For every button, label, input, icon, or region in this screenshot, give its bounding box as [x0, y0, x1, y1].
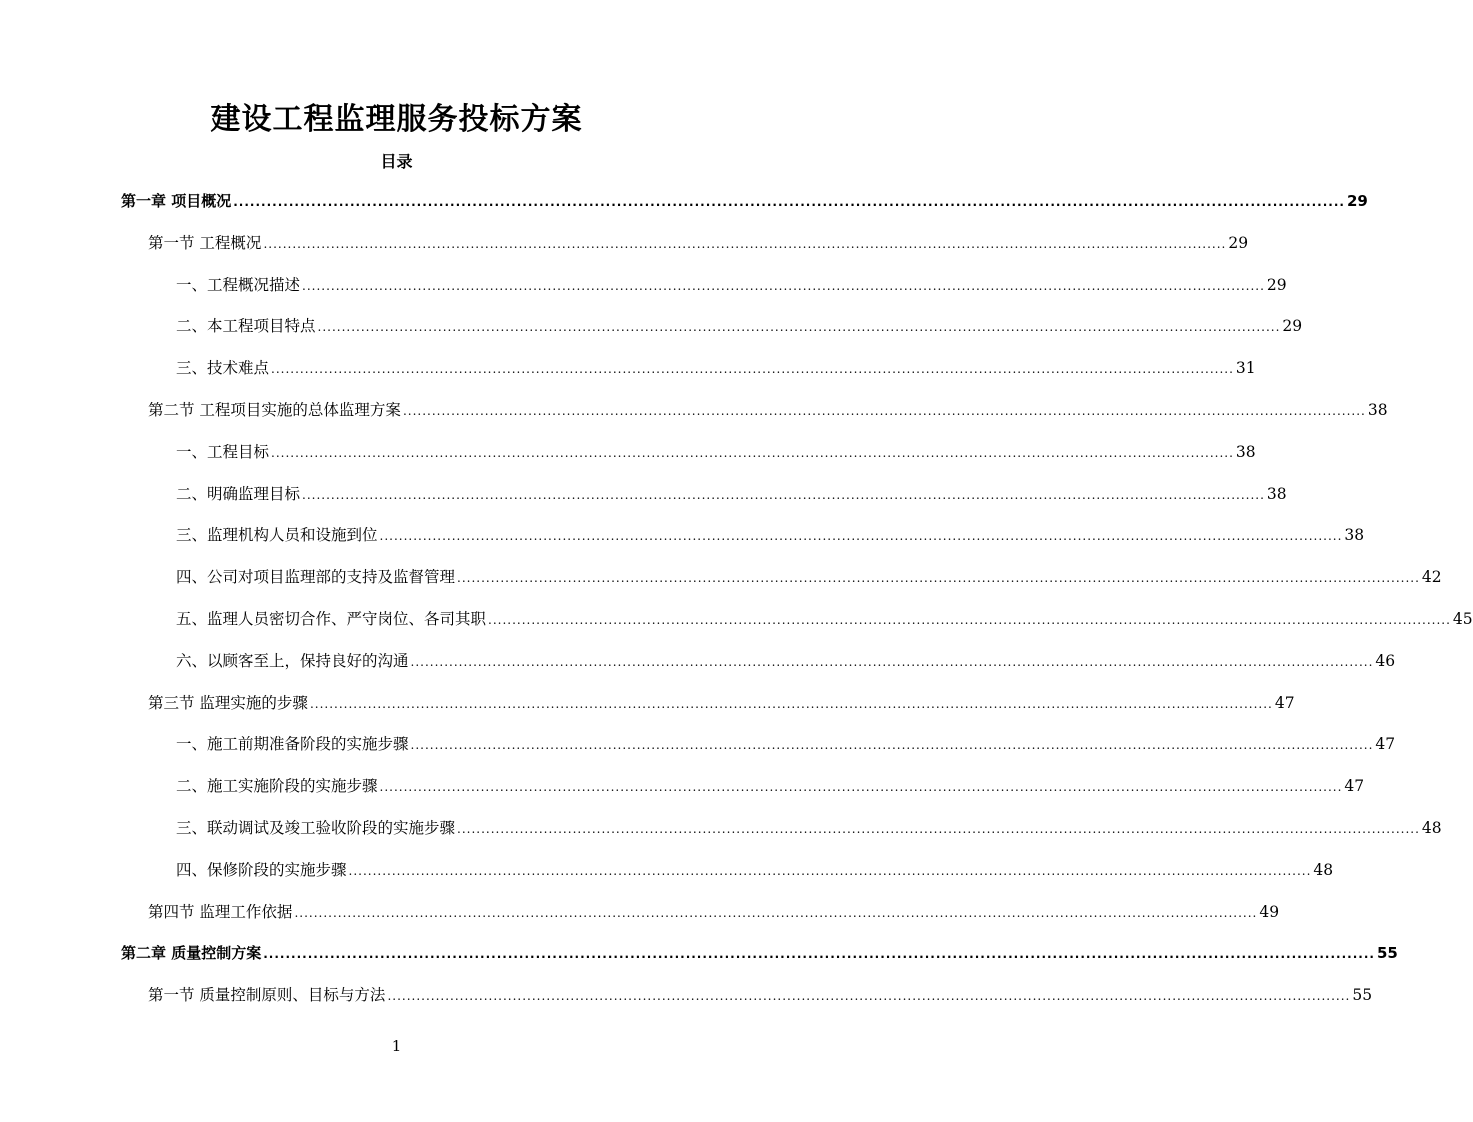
toc-entry-title: 第二章 质量控制方案: [121, 944, 262, 963]
toc-entry-title: 二、明确监理目标: [176, 484, 301, 503]
toc-dot-leader: ........................................................................................................................................................................................................: [387, 989, 1351, 1004]
toc-dot-leader: ........................................................................................................................................................................................................: [302, 487, 1265, 502]
toc-entry[interactable]: [176, 732, 1396, 756]
toc-dot-leader: ........................................................................................................................................................................................................: [457, 571, 1420, 586]
toc-entry[interactable]: [176, 565, 1442, 589]
toc-entry-page: 38: [1367, 401, 1388, 419]
toc-entry-page: 47: [1375, 735, 1396, 754]
toc-dot-leader: ........................................................................................................................................................................................................: [488, 613, 1451, 627]
toc-entry-page: 55: [1352, 986, 1373, 1005]
toc-entry[interactable]: [148, 900, 1280, 924]
toc-entry-page: 47: [1344, 777, 1365, 796]
document-title: 建设工程监理服务投标方案: [210, 102, 583, 137]
toc-entry[interactable]: [121, 941, 1398, 965]
toc-entry[interactable]: [121, 189, 1368, 213]
toc-entry-page: 29: [1346, 192, 1368, 210]
toc-entry-title: 第二节 工程项目实施的总体监理方案: [148, 401, 401, 419]
toc-dot-leader: ........................................................................................................................................................................................................: [263, 236, 1227, 251]
toc-entry-title: 四、保修阶段的实施步骤: [176, 860, 347, 879]
toc-dot-leader: ........................................................................................................................................................................................................: [302, 278, 1265, 293]
toc-entry[interactable]: [148, 983, 1373, 1007]
toc-dot-leader: ........................................................................................................................................................................................................: [410, 654, 1374, 669]
toc-entry-page: 29: [1266, 275, 1287, 294]
toc-entry-page: 29: [1282, 317, 1303, 336]
toc-entry[interactable]: [148, 231, 1249, 255]
toc-entry-title: 五、监理人员密切合作、严守岗位、各司其职: [176, 610, 487, 628]
toc-dot-leader: ........................................................................................................................................................................................................: [271, 362, 1234, 377]
toc-dot-leader: ........................................................................................................................................................................................................: [379, 529, 1343, 544]
toc-entry[interactable]: [176, 858, 1334, 882]
toc-entry-title: 二、本工程项目特点: [176, 317, 316, 336]
toc-entry[interactable]: [176, 774, 1365, 798]
toc-entry[interactable]: [148, 691, 1295, 715]
toc-dot-leader: ........................................................................................................................................................................................................: [263, 947, 1375, 962]
toc-entry-title: 第三节 监理实施的步骤: [148, 693, 308, 712]
toc-heading: 目录: [380, 152, 413, 171]
page-number: 1: [391, 1037, 402, 1055]
toc-entry[interactable]: [148, 398, 1388, 422]
toc-dot-leader: ........................................................................................................................................................................................................: [410, 738, 1374, 753]
toc-entry-page: 45: [1452, 610, 1473, 628]
toc-entry-title: 第一章 项目概况: [121, 192, 232, 210]
toc-entry-title: 一、工程概况描述: [176, 275, 301, 294]
toc-entry-title: 六、以顾客至上，保持良好的沟通: [176, 651, 409, 670]
toc-entry[interactable]: [176, 816, 1442, 840]
toc-entry-page: 38: [1266, 484, 1287, 503]
toc-entry-page: 47: [1274, 693, 1295, 712]
toc-entry[interactable]: [176, 482, 1287, 506]
toc-entry-title: 二、施工实施阶段的实施步骤: [176, 777, 378, 796]
toc-entry-page: 55: [1376, 944, 1398, 963]
toc-entry-title: 一、工程目标: [176, 442, 270, 461]
toc-dot-leader: ........................................................................................................................................................................................................: [348, 863, 1312, 878]
toc-entry[interactable]: [176, 356, 1256, 380]
toc-dot-leader: ........................................................................................................................................................................................................: [271, 445, 1234, 460]
toc-dot-leader: ........................................................................................................................................................................................................: [309, 696, 1273, 711]
toc-entry[interactable]: [176, 649, 1396, 673]
toc-dot-leader: ........................................................................................................................................................................................................: [317, 320, 1281, 335]
toc-entry-page: 46: [1375, 651, 1396, 670]
toc-entry[interactable]: [176, 440, 1256, 464]
toc-entry[interactable]: [176, 607, 1473, 631]
toc-entry-page: 29: [1228, 233, 1249, 252]
toc-entry[interactable]: [176, 314, 1303, 338]
toc-dot-leader: ........................................................................................................................................................................................................: [294, 905, 1258, 920]
toc-entry-page: 38: [1235, 442, 1256, 461]
toc-entry[interactable]: [176, 523, 1365, 547]
toc-entry-title: 一、施工前期准备阶段的实施步骤: [176, 735, 409, 754]
toc-entry-page: 31: [1235, 359, 1256, 378]
toc-entry-title: 第一节 工程概况: [148, 233, 262, 252]
toc-entry-page: 48: [1421, 819, 1442, 837]
toc-entry-title: 三、监理机构人员和设施到位: [176, 526, 378, 545]
toc-entry-page: 49: [1259, 902, 1280, 921]
toc-entry-title: 第四节 监理工作依据: [148, 902, 293, 921]
toc-entry-title: 第一节 质量控制原则、目标与方法: [148, 986, 386, 1005]
toc-entry-title: 三、联动调试及竣工验收阶段的实施步骤: [176, 819, 456, 837]
toc-entry-title: 三、技术难点: [176, 359, 270, 378]
toc-entry-title: 四、公司对项目监理部的支持及监督管理: [176, 568, 456, 587]
toc-dot-leader: ........................................................................................................................................................................................................: [402, 404, 1366, 418]
toc-dot-leader: ........................................................................................................................................................................................................: [379, 780, 1343, 795]
toc-entry-page: 38: [1344, 526, 1365, 545]
toc-dot-leader: ........................................................................................................................................................................................................: [457, 822, 1420, 836]
toc-entry-page: 48: [1313, 860, 1334, 879]
toc-dot-leader: ........................................................................................................................................................................................................: [233, 195, 1345, 209]
toc-entry-page: 42: [1421, 568, 1442, 587]
toc-entry[interactable]: [176, 273, 1287, 297]
